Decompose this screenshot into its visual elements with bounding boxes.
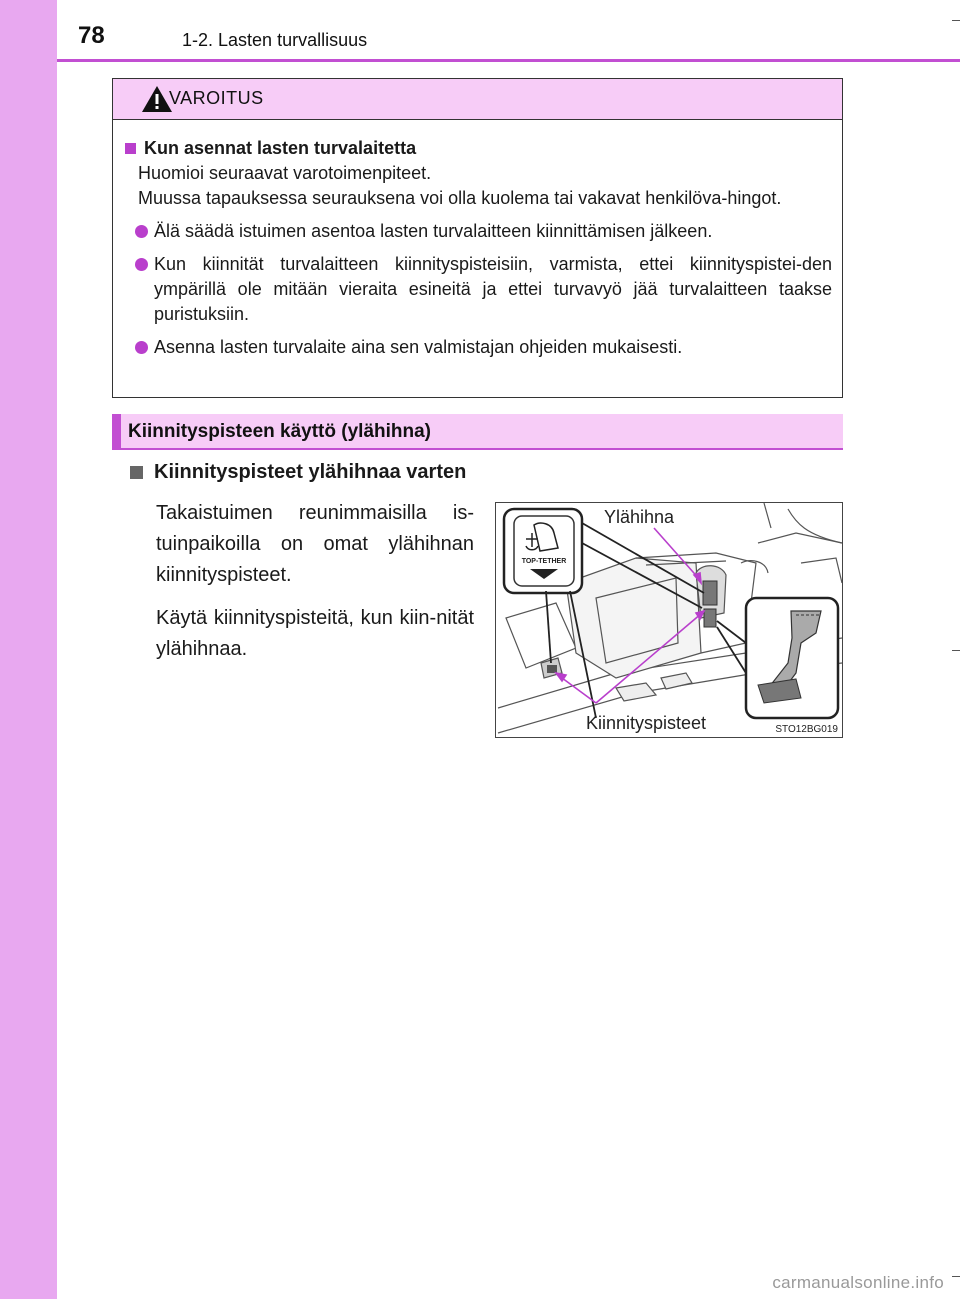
section-title: Kiinnityspisteen käyttö (ylähihna)	[128, 421, 431, 442]
figure-label-anchor-points: Kiinnityspisteet	[586, 713, 707, 733]
warning-box	[112, 78, 843, 398]
square-bullet-icon	[125, 143, 136, 154]
section-accent-bar	[112, 414, 121, 448]
body-paragraph: Käytä kiinnityspisteitä, kun kiin-nität ylähihnaa.	[156, 607, 474, 660]
watermark: carmanualsonline.info	[772, 1273, 944, 1292]
warning-paragraph: Muussa tapauksessa seurauksena voi olla kuolema tai vakavat henkilöva-hingot.	[138, 188, 782, 208]
crop-mark	[952, 1276, 960, 1277]
body-paragraph: Takaistuimen reunimmaisilla is-tuinpaikoilla on omat ylähihnan kiinnityspisteet.	[156, 502, 474, 586]
figure-code: STO12BG019	[775, 724, 838, 735]
side-color-band	[0, 0, 57, 1299]
subsection-heading	[130, 461, 466, 484]
warning-bullet-text: Älä säädä istuimen asentoa lasten turvalaitteen kiinnittämisen jälkeen.	[154, 221, 713, 241]
warning-bullet-text: Kun kiinnität turvalaitteen kiinnityspisteisiin, varmista, ettei kiinnityspistei-den ympärillä ole mitään vieraita esineitä ja ettei turvavyö jää turvalaitteen taakse puristuksiin.	[154, 254, 832, 324]
subsection-heading-text: Kiinnityspisteet ylähihnaa varten	[154, 461, 467, 483]
crop-mark	[952, 20, 960, 21]
body-text	[156, 498, 474, 677]
warning-bullet	[135, 335, 832, 360]
bullet-dot-icon	[135, 225, 148, 238]
warning-bullet	[135, 252, 832, 327]
rear-seat-illustration	[496, 503, 843, 738]
header-rule	[57, 59, 960, 62]
bullet-dot-icon	[135, 258, 148, 271]
warning-heading	[125, 136, 832, 161]
warning-body	[113, 120, 842, 360]
warning-bullet-text: Asenna lasten turvalaite aina sen valmistajan ohjeiden mukaisesti.	[154, 337, 683, 357]
crop-mark	[952, 650, 960, 651]
page-number: 78	[78, 22, 105, 49]
square-bullet-icon	[130, 466, 143, 479]
chapter-title: 1-2. Lasten turvallisuus	[182, 30, 368, 50]
top-tether-icon-text: TOP-TETHER	[521, 558, 567, 565]
bullet-dot-icon	[135, 341, 148, 354]
figure-label-top-tether: Ylähihna	[604, 507, 675, 527]
section-header	[112, 414, 843, 450]
warning-heading-text: Kun asennat lasten turvalaitetta	[144, 138, 417, 158]
warning-bullet	[135, 219, 832, 244]
warning-header	[113, 79, 842, 120]
warning-title: VAROITUS	[169, 88, 264, 108]
warning-paragraph: Huomioi seuraavat varotoimenpiteet.	[138, 163, 432, 183]
figure-illustration	[495, 502, 843, 738]
